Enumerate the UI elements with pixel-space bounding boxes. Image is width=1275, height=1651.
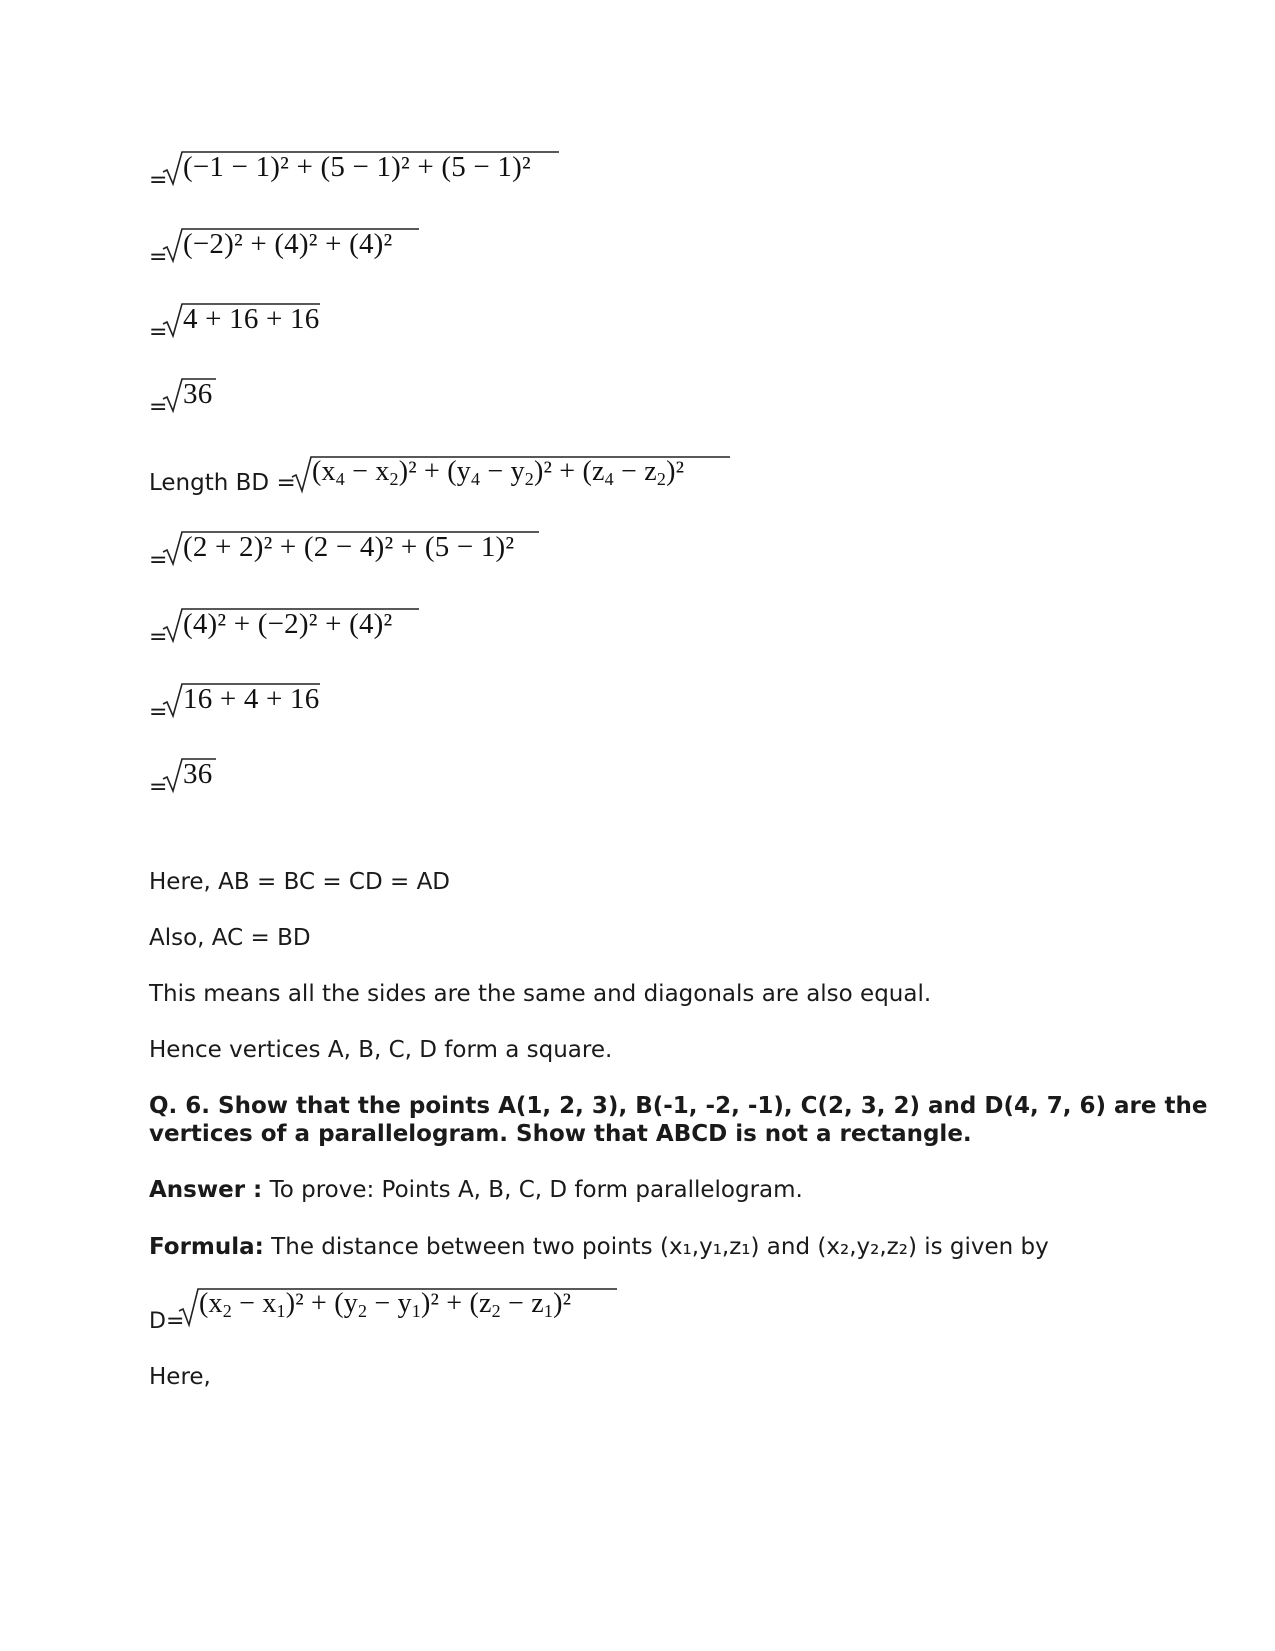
radicand: (−1 − 1)² + (5 − 1)² + (5 − 1)² [183,151,531,183]
radicand: (−2)² + (4)² + (4)² [183,228,393,260]
equation-line-8 [149,682,749,732]
equation-line-2 [149,227,749,277]
radicand: 4 + 16 + 16 [183,303,320,335]
sqrt-expression [163,757,223,797]
sqrt-expression [163,377,223,417]
answer-label: Answer : [149,1177,263,1203]
equation-line-4 [149,377,749,427]
formula-text: The distance between two points (x₁,y₁,z₁) and (x₂,y₂,z₂) is given by [263,1234,1049,1260]
equals-sign: = [149,395,168,420]
radicand: (2 + 2)² + (2 − 4)² + (5 − 1)² [183,531,515,563]
radicand: 16 + 4 + 16 [183,683,320,715]
equation-line-3 [149,302,749,352]
sqrt-expression [163,682,323,722]
here-text: Here, [149,1364,211,1390]
formula-paragraph [149,1233,1049,1262]
answer-text: To prove: Points A, B, C, D form parallelogram. [262,1177,803,1203]
sqrt-expression [179,1287,619,1327]
radicand: $(x_2 - x_1)^2 + (y_2 - y_1)^2 + (z_2 - z_1)^2$ [199,1288,572,1321]
question-6-line-1: Q. 6. Show that the points A(1, 2, 3), B(-1, -2, -1), C(2, 3, 2) and D(4, 7, 6) are the [149,1093,1208,1119]
sqrt-expression [163,302,323,342]
radicand: $(x_4 - x_2)^2 + (y_4 - y_2)^2 + (z_4 - z_2)^2$ [312,456,685,489]
equation-line-7 [149,607,749,657]
equals-sign: = [149,245,168,270]
sqrt-expression [163,227,423,267]
equals-sign: = [149,625,168,650]
radicand: 36 [183,378,213,410]
equals-sign: = [149,320,168,345]
hence-text: Hence vertices A, B, C, D form a square. [149,1037,613,1063]
radicand: 36 [183,758,213,790]
here-ab-text: Here, AB = BC = CD = AD [149,869,451,895]
equals-sign: = [149,548,168,573]
equation-line-1 [149,150,749,200]
answer-paragraph [149,1176,803,1205]
this-means-text: This means all the sides are the same and diagonals are also equal. [149,981,932,1007]
length-bd-label: Length BD = [149,470,296,496]
equation-line-6 [149,530,749,580]
length-bd-line [149,455,949,505]
d-label: D= [149,1309,185,1334]
equals-sign: = [149,775,168,800]
distance-formula-line [149,1287,849,1337]
equals-sign: = [149,168,168,193]
sqrt-expression [292,455,732,495]
also-ac-text: Also, AC = BD [149,925,311,951]
equation-line-9 [149,757,749,807]
radicand: (4)² + (−2)² + (4)² [183,608,393,640]
question-6-line-2: vertices of a parallelogram. Show that ABCD is not a rectangle. [149,1121,972,1147]
sqrt-expression [163,530,543,570]
formula-label: Formula: [149,1234,264,1260]
sqrt-expression [163,607,423,647]
equals-sign: = [149,700,168,725]
sqrt-expression [163,150,563,190]
